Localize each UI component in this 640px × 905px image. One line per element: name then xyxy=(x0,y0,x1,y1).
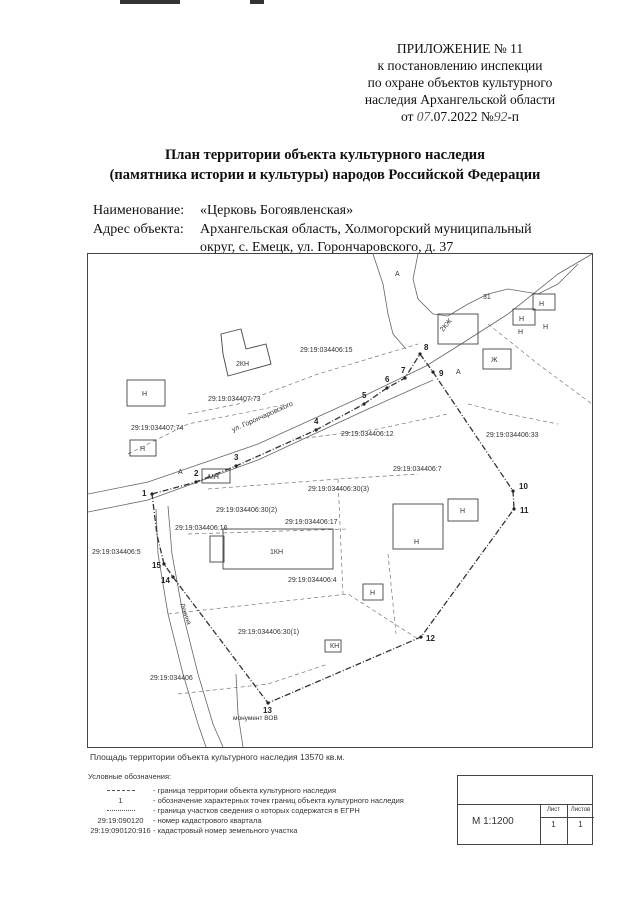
site-plan-map xyxy=(87,253,593,748)
legend-item: 29:19:090120:916 - кадастровый номер земельного участка xyxy=(90,825,298,835)
cadastral-label: 29:19:034406 xyxy=(150,675,193,682)
street-label: ул. Горончаровского xyxy=(230,400,295,434)
boundary-point-label: 1 xyxy=(142,489,147,498)
building-label: Н xyxy=(543,324,549,331)
cadastral-label: 29:19:034407:74 xyxy=(131,425,184,432)
cadastral-label: 29:19:034406:4 xyxy=(288,577,337,584)
building-label: Н xyxy=(140,446,146,453)
area-text: Площадь территории объекта культурного наследия 13570 кв.м. xyxy=(90,752,345,762)
cadastral-label: 29:19:034406:30(1) xyxy=(238,629,300,636)
boundary-point-label: 10 xyxy=(519,482,528,491)
boundary-point-marker xyxy=(266,701,269,704)
boundary-point-label: 8 xyxy=(424,343,429,352)
address-line: округ, с. Емецк, ул. Горончаровского, д. 37 xyxy=(200,240,454,255)
monument-label: монумент ВОВ xyxy=(233,715,278,722)
address-line: Архангельская область, Холмогорский муниципальный xyxy=(200,222,532,237)
boundary-point-label: 12 xyxy=(426,634,435,643)
scan-mark xyxy=(250,0,264,4)
address-label: Адрес объекта: xyxy=(93,222,184,237)
appendix-header xyxy=(330,40,590,125)
legend-item: 29:19:090120 - номер кадастрового квартала xyxy=(97,815,262,825)
document-title: План территории объекта культурного наследия (памятника истории и культуры) народов Российской Федерации xyxy=(109,147,541,183)
boundary-point-label: 2 xyxy=(194,469,199,478)
road-lines xyxy=(88,254,592,747)
boundary-point-label: 14 xyxy=(161,576,170,585)
sheets-label: Листов xyxy=(567,804,594,818)
building-label: Ж xyxy=(491,357,498,364)
boundary-point-marker xyxy=(150,492,153,495)
building-label: A xyxy=(395,271,400,278)
boundary-line-symbol xyxy=(107,790,135,791)
appendix-line: наследия Архангельской области xyxy=(364,92,556,107)
legend-item: - граница территории объекта культурного наследия xyxy=(88,785,404,795)
cadastral-label: 29:19:034406:16 xyxy=(175,525,228,532)
parcel-line-symbol xyxy=(107,810,135,811)
appendix-date: от 07.07.2022 №92-п xyxy=(400,109,520,124)
cadastral-label: 29:19:034406:33 xyxy=(486,432,539,439)
building-label: Н xyxy=(142,391,148,398)
boundary-point-label: 9 xyxy=(439,369,444,378)
boundary-point-marker xyxy=(403,376,406,379)
side-street-label: Ленина xyxy=(178,602,193,626)
boundary-point-marker xyxy=(512,507,515,510)
boundary-point-label: 5 xyxy=(362,391,367,400)
boundary-point-marker xyxy=(194,480,197,483)
handwritten-day: 07 xyxy=(416,109,431,124)
building-label: Н xyxy=(460,508,466,515)
scale-text: М 1:1200 xyxy=(472,816,514,827)
legend xyxy=(88,772,404,835)
building-label: 31 xyxy=(483,294,491,301)
building-label: Н xyxy=(539,301,545,308)
building-label: Н xyxy=(414,539,420,546)
boundary-point-marker xyxy=(419,635,422,638)
legend-item: 1 - обозначение характерных точек границ объекта культурного наследия xyxy=(118,795,404,805)
boundary-point-marker xyxy=(362,402,365,405)
boundary-point-label: 7 xyxy=(401,366,406,375)
building-label: A xyxy=(178,469,183,476)
boundary-point-label: 4 xyxy=(314,417,319,426)
boundary-point-marker xyxy=(431,370,434,373)
building-label: 2КН xyxy=(236,361,250,368)
sheets-count: 1 xyxy=(578,820,583,829)
building-label: МН xyxy=(208,474,219,481)
site-plan-svg xyxy=(88,254,592,747)
cadastral-label: 29:19:034406:5 xyxy=(92,549,141,556)
boundary-point-marker xyxy=(162,562,165,565)
boundary-point-marker xyxy=(385,386,388,389)
building-label: 2КЖ xyxy=(439,317,454,334)
building-2kn xyxy=(221,329,271,376)
cadastral-labels xyxy=(92,347,539,682)
building-label: A xyxy=(456,369,461,376)
boundary-point-marker xyxy=(418,352,421,355)
appendix-line: по охране объектов культурного xyxy=(367,75,553,90)
name-label: Наименование: xyxy=(93,203,185,218)
name-value: «Церковь Богоявленская» xyxy=(200,203,354,218)
handwritten-number: 92 xyxy=(493,109,508,124)
boundary-point-marker xyxy=(511,489,514,492)
appendix-line: к постановлению инспекции xyxy=(377,58,543,73)
boundary-point-label: 15 xyxy=(152,561,161,570)
building-label: Н xyxy=(370,590,376,597)
building-label: КН xyxy=(330,643,340,650)
building-label: Н xyxy=(519,316,525,323)
boundary-point-label: 13 xyxy=(263,706,272,715)
building-annex xyxy=(210,536,224,562)
cadastral-label: 29:19:034406:12 xyxy=(341,431,394,438)
legend-item: - граница участков сведения о которых содержатся в ЕГРН xyxy=(88,805,404,815)
boundary-point-label: 3 xyxy=(234,453,239,462)
appendix-title: ПРИЛОЖЕНИЕ № 11 xyxy=(396,41,524,56)
sheet-label: Лист xyxy=(540,804,567,818)
cadastral-label: 29:19:034406:30(2) xyxy=(216,507,278,514)
cadastral-label: 29:19:034406:7 xyxy=(393,466,442,473)
cadastral-label: 29:19:034406:15 xyxy=(300,347,353,354)
boundary-point-marker xyxy=(234,464,237,467)
cadastral-label: 29:19:034406:17 xyxy=(285,519,338,526)
scan-mark xyxy=(120,0,180,4)
boundary-point-label: 11 xyxy=(520,506,529,515)
boundary-point-label: 6 xyxy=(385,375,390,384)
building-label: Н xyxy=(518,329,524,336)
boundary-point-marker xyxy=(314,428,317,431)
cadastral-label: 29:19:034406:30(3) xyxy=(308,486,370,493)
building-label: 1КН xyxy=(270,549,284,556)
sheet-number: 1 xyxy=(551,820,556,829)
cadastral-label: 29:19:034407:73 xyxy=(208,396,261,403)
legend-title: Условные обозначения: xyxy=(88,772,172,781)
boundary-point-marker xyxy=(171,575,174,578)
title-block xyxy=(457,775,593,845)
